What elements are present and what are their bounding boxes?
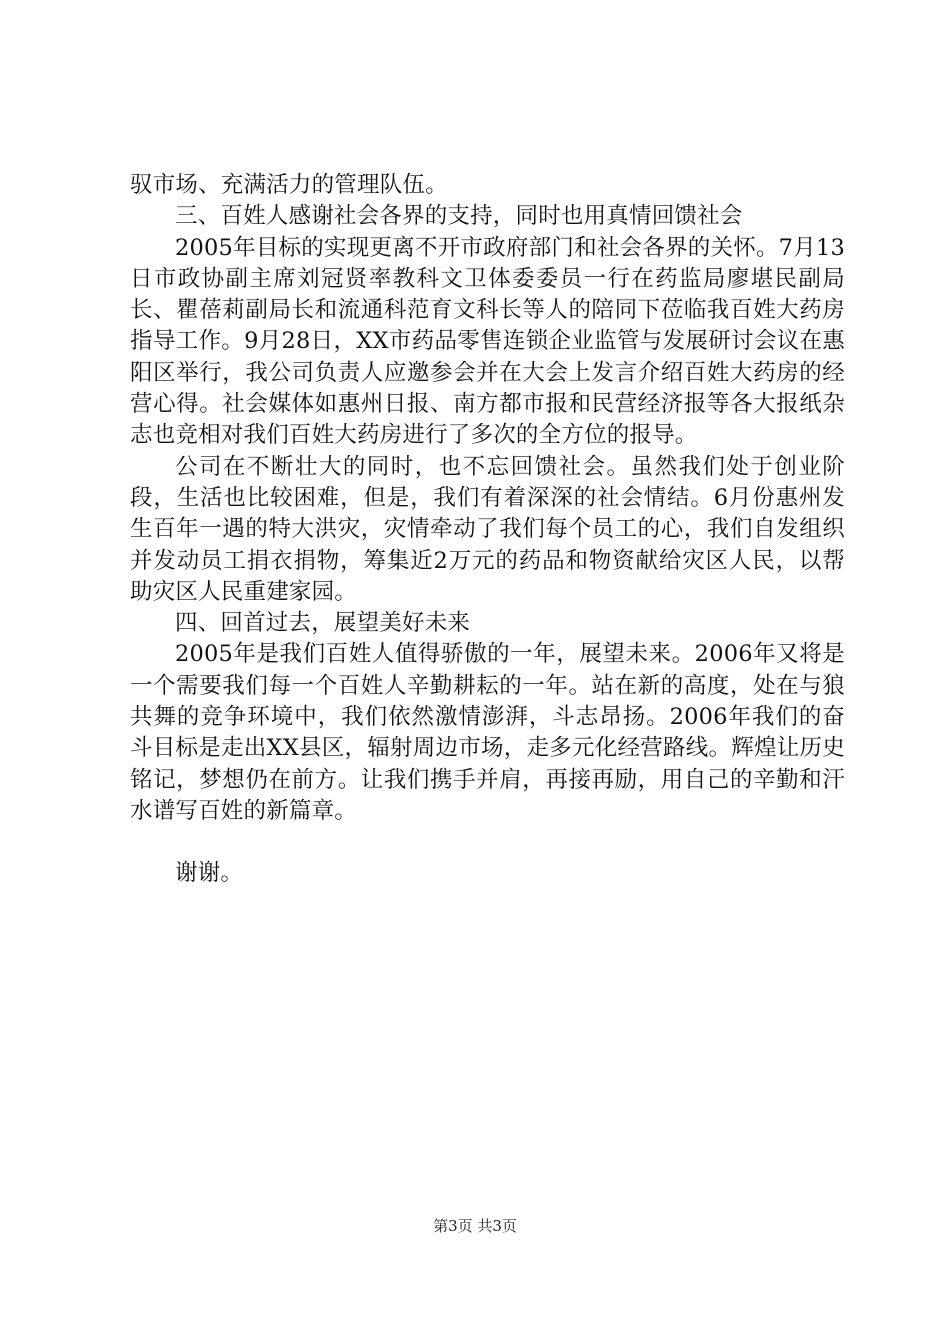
- section-heading-4: 四、回首过去，展望美好未来: [175, 610, 471, 637]
- section-heading-3: 三、百姓人感谢社会各界的支持，同时也用真情回馈社会: [175, 203, 743, 230]
- paragraph-outlook: 2005年是我们百姓人值得骄傲的一年，展望未来。2006年又将是一个需要我们每一个百姓人辛勤耕耘的一年。站在新的高度，处在与狼共舞的竞争环境中，我们依然激情澎湃，斗志昂扬。2006年我们的奋斗目标是走出XX县区，辐射周边市场，走多元化经营路线。辉煌让历史铭记，梦想仍在前方。让我们携手并肩，再接再励，用自己的辛勤和汗水谱写百姓的新篇章。: [130, 641, 845, 824]
- paragraph-community-support: 2005年目标的实现更离不开市政府部门和社会各界的关怀。7月13日市政协副主席刘冠贤率教科文卫体委委员一行在药监局廖堪民副局长、瞿蓓莉副局长和流通科范育文科长等人的陪同下莅临我百姓大药房指导工作。9月28日，XX市药品零售连锁企业监管与发展研讨会议在惠阳区举行，我公司负责人应邀参会并在大会上发言介绍百姓大药房的经营心得。社会媒体如惠州日报、南方都市报和民营经济报等各大报纸杂志也竞相对我们百姓大药房进行了多次的全方位的报导。: [130, 234, 845, 449]
- paragraph-thanks: 谢谢。: [175, 860, 244, 887]
- paragraph-continuation: 驭市场、充满活力的管理队伍。: [130, 172, 448, 198]
- document-body: [130, 170, 845, 890]
- paragraph-giving-back: 公司在不断壮大的同时，也不忘回馈社会。虽然我们处于创业阶段，生活也比较困难，但是，我们有着深深的社会情结。6月份惠州发生百年一遇的特大洪灾，灾情牵动了我们每个员工的心，我们自发组织并发动员工捐衣捐物，筹集近2万元的药品和物资献给灾区人民，以帮助灾区人民重建家园。: [130, 453, 845, 605]
- page-number-footer: 第3页 共3页: [433, 1217, 517, 1235]
